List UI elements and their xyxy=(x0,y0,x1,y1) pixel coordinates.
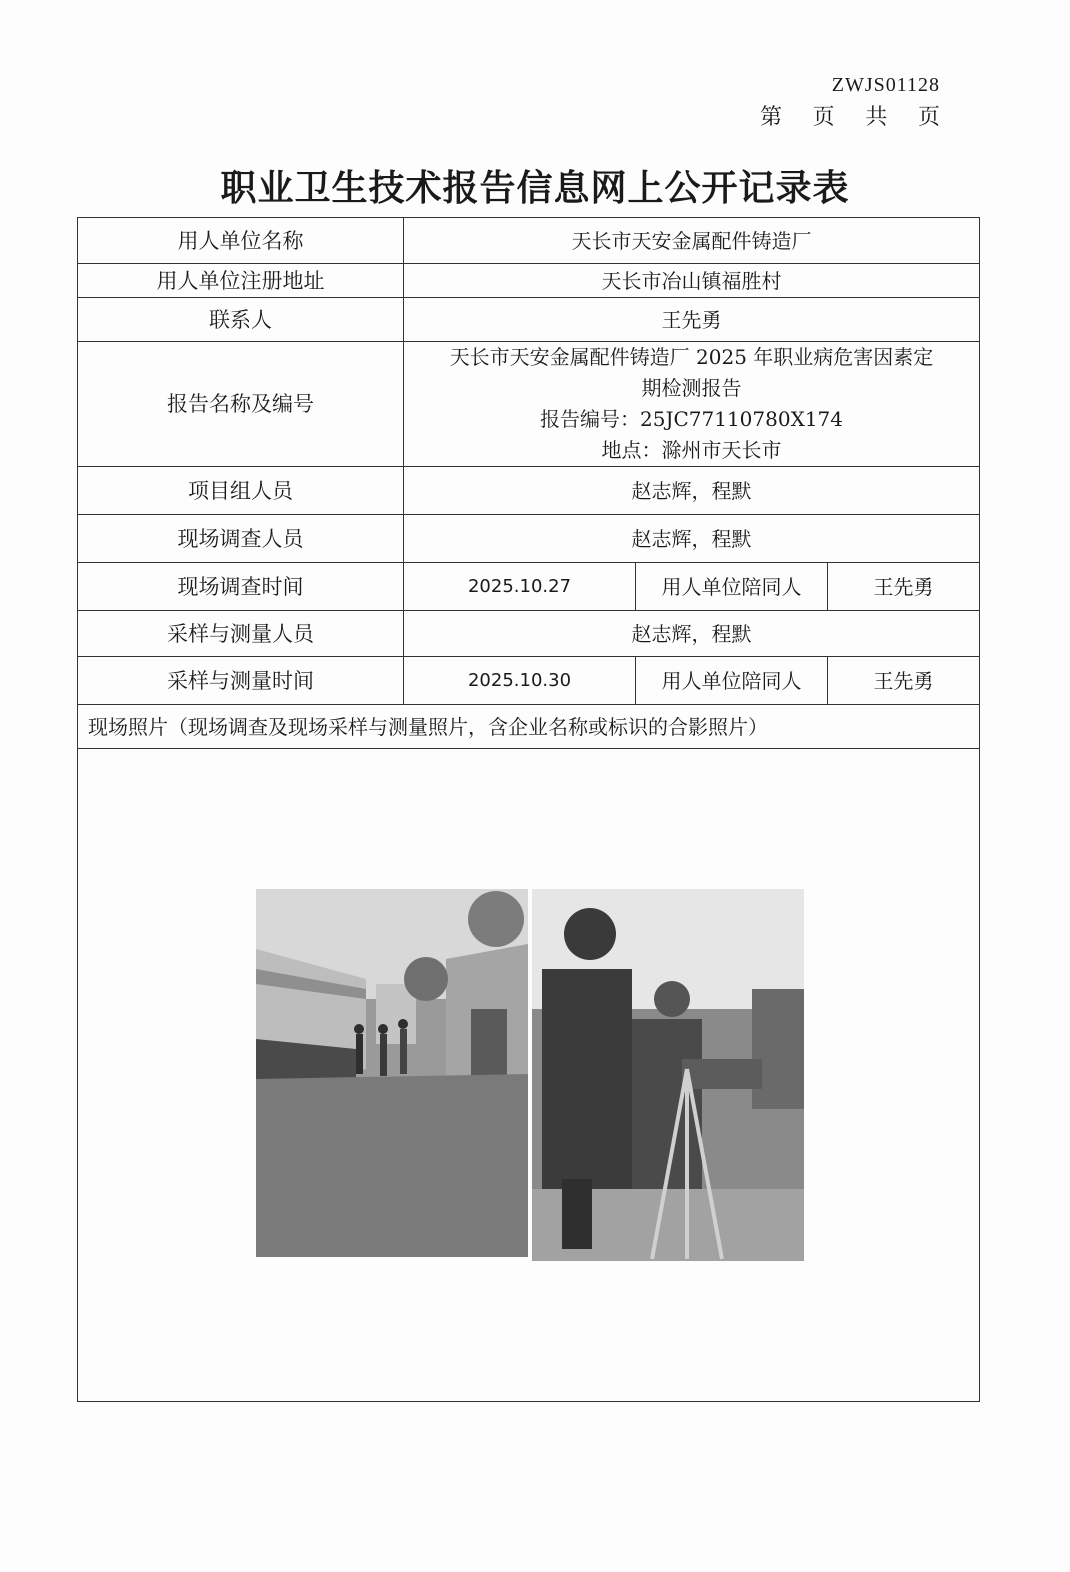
employer-address-label: 用人单位注册地址 xyxy=(78,264,404,298)
page-gong: 共 xyxy=(865,105,888,130)
sampling-staff-value: 赵志辉，程默 xyxy=(404,611,980,657)
table-row xyxy=(78,467,980,515)
page-di: 第 xyxy=(760,105,783,130)
report-label: 报告名称及编号 xyxy=(78,342,404,467)
document-title: 职业卫生技术报告信息网上公开记录表 xyxy=(220,168,850,209)
survey-escort-value: 王先勇 xyxy=(828,563,980,611)
sampling-escort-value: 王先勇 xyxy=(828,657,980,705)
site-photo-entrance xyxy=(256,889,528,1257)
page-ye-total: 页 xyxy=(917,105,940,130)
table-row xyxy=(78,611,980,657)
report-name-line1: 天长市天安金属配件铸造厂 2025 年职业病危害因素定 xyxy=(449,345,934,369)
sampling-staff-label: 采样与测量人员 xyxy=(78,611,404,657)
sampling-escort-label: 用人单位陪同人 xyxy=(636,657,828,705)
page-info xyxy=(760,100,940,131)
employer-name-value: 天长市天安金属配件铸造厂 xyxy=(404,218,980,264)
report-number: 报告编号：25JC77110780X174 xyxy=(540,407,843,431)
record-table xyxy=(77,217,980,1402)
survey-staff-value: 赵志辉，程默 xyxy=(404,515,980,563)
report-location: 地点：滁州市天长市 xyxy=(601,438,782,462)
page-ye: 页 xyxy=(812,105,835,130)
contact-value: 王先勇 xyxy=(404,298,980,342)
table-row xyxy=(78,563,980,611)
table-row xyxy=(78,749,980,1402)
survey-time-label: 现场调查时间 xyxy=(78,563,404,611)
table-row xyxy=(78,264,980,298)
table-row xyxy=(78,298,980,342)
survey-escort-label: 用人单位陪同人 xyxy=(636,563,828,611)
employer-name-label: 用人单位名称 xyxy=(78,218,404,264)
employer-address-value: 天长市冶山镇福胜村 xyxy=(404,264,980,298)
photos-cell xyxy=(78,749,980,1402)
report-name-line2: 期检测报告 xyxy=(641,376,742,400)
sampling-time-label: 采样与测量时间 xyxy=(78,657,404,705)
site-photo-sampling xyxy=(532,889,804,1261)
report-info xyxy=(404,342,980,467)
sampling-time-value: 2025.10.30 xyxy=(404,657,636,705)
document-code: ZWJS01128 xyxy=(831,74,940,96)
survey-time-value: 2025.10.27 xyxy=(404,563,636,611)
photos-label: 现场照片（现场调查及现场采样与测量照片，含企业名称或标识的合影照片） xyxy=(78,705,980,749)
team-value: 赵志辉，程默 xyxy=(404,467,980,515)
survey-staff-label: 现场调查人员 xyxy=(78,515,404,563)
table-row xyxy=(78,218,980,264)
table-row xyxy=(78,515,980,563)
team-label: 项目组人员 xyxy=(78,467,404,515)
contact-label: 联系人 xyxy=(78,298,404,342)
table-row xyxy=(78,342,980,467)
photos-area xyxy=(78,749,979,1401)
table-row xyxy=(78,705,980,749)
table-row xyxy=(78,657,980,705)
